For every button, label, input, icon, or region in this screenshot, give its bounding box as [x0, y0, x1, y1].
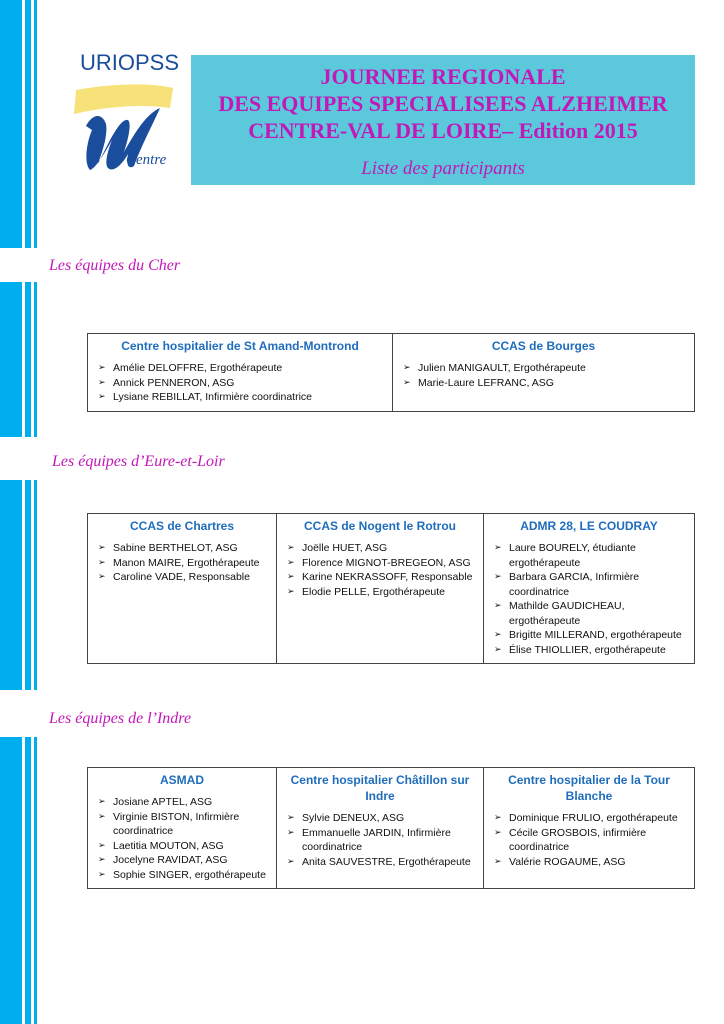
member-list [283, 541, 477, 599]
title-line-1: JOURNEE REGIONALE [320, 64, 566, 89]
team-cell [88, 768, 277, 889]
member-list [490, 541, 688, 657]
list-item: ➢ Annick PENNERON, ASG [98, 376, 386, 391]
list-item: ➢ Joëlle HUET, ASG [287, 541, 477, 556]
member-list [94, 541, 270, 585]
decorative-stripes-eure [0, 480, 40, 690]
uriopss-logo [68, 50, 178, 180]
section-title-cher: Les équipes du Cher [49, 257, 181, 274]
team-name: CCAS de Bourges [491, 339, 596, 353]
list-item: ➢ Marie-Laure LEFRANC, ASG [403, 376, 688, 391]
list-item: ➢ Caroline VADE, Responsable [98, 570, 270, 585]
team-cell [484, 514, 695, 664]
list-item: ➢ Julien MANIGAULT, Ergothérapeute [403, 361, 688, 376]
logo-subtext: Centre [126, 152, 167, 168]
member-list [490, 811, 688, 869]
team-name: Centre hospitalier de la Tour Blanche [508, 773, 670, 803]
list-item: ➢ Barbara GARCIA, Infirmière coordinatrice [494, 570, 688, 599]
team-name: CCAS de Chartres [129, 519, 235, 533]
member-list [94, 795, 270, 882]
list-item: ➢ Jocelyne RAVIDAT, ASG [98, 853, 270, 868]
list-item: ➢ Sylvie DENEUX, ASG [287, 811, 477, 826]
header-banner [191, 55, 695, 185]
list-item: ➢ Anita SAUVESTRE, Ergothérapeute [287, 855, 477, 870]
team-cell [88, 334, 393, 412]
teams-table-indre [87, 767, 695, 889]
logo-text: URIOPSS [80, 50, 180, 75]
list-item: ➢ Sophie SINGER, ergothérapeute [98, 868, 270, 883]
team-cell [277, 768, 484, 889]
list-item: ➢ Élise THIOLLIER, ergothérapeute [494, 643, 688, 658]
teams-table-eure-et-loir [87, 513, 695, 664]
team-name: CCAS de Nogent le Rotrou [304, 519, 456, 533]
decorative-stripes-cher [0, 282, 40, 437]
page-title [191, 63, 695, 144]
list-item: ➢ Laetitia MOUTON, ASG [98, 839, 270, 854]
list-item: ➢ Emmanuelle JARDIN, Infirmière coordinatrice [287, 826, 477, 855]
list-item: ➢ Virginie BISTON, Infirmière coordinatrice [98, 810, 270, 839]
title-line-2: DES EQUIPES SPECIALISEES ALZHEIMER [218, 91, 668, 116]
decorative-stripes-indre [0, 737, 40, 1024]
decorative-stripes-top [0, 0, 40, 248]
section-title-eure-et-loir: Les équipes d’Eure-et-Loir [52, 453, 225, 470]
list-item: ➢ Manon MAIRE, Ergothérapeute [98, 556, 270, 571]
page-subtitle: Liste des participants [361, 158, 525, 179]
list-item: ➢ Cécile GROSBOIS, infirmière coordinatrice [494, 826, 688, 855]
member-list [94, 361, 386, 405]
team-cell [277, 514, 484, 664]
list-item: ➢ Dominique FRULIO, ergothérapeute [494, 811, 688, 826]
list-item: ➢ Sabine BERTHELOT, ASG [98, 541, 270, 556]
list-item: ➢ Mathilde GAUDICHEAU, ergothérapeute [494, 599, 688, 628]
list-item: ➢ Josiane APTEL, ASG [98, 795, 270, 810]
list-item: ➢ Lysiane REBILLAT, Infirmière coordinatrice [98, 390, 386, 405]
team-name: ASMAD [160, 773, 204, 787]
team-name: ADMR 28, LE COUDRAY [520, 519, 658, 533]
team-cell [88, 514, 277, 664]
team-cell [484, 768, 695, 889]
list-item: ➢ Brigitte MILLERAND, ergothérapeute [494, 628, 688, 643]
member-list [399, 361, 688, 390]
list-item: ➢ Elodie PELLE, Ergothérapeute [287, 585, 477, 600]
team-name: Centre hospitalier de St Amand-Montrond [121, 339, 359, 353]
team-cell [393, 334, 695, 412]
section-title-indre: Les équipes de l’Indre [49, 710, 192, 727]
member-list [283, 811, 477, 869]
team-name: Centre hospitalier Châtillon sur Indre [290, 773, 470, 803]
list-item: ➢ Laure BOURELY, étudiante ergothérapeute [494, 541, 688, 570]
teams-table-cher [87, 333, 695, 412]
list-item: ➢ Karine NEKRASSOFF, Responsable [287, 570, 477, 585]
list-item: ➢ Valérie ROGAUME, ASG [494, 855, 688, 870]
list-item: ➢ Florence MIGNOT-BREGEON, ASG [287, 556, 477, 571]
list-item: ➢ Amélie DELOFFRE, Ergothérapeute [98, 361, 386, 376]
title-line-3: CENTRE-VAL DE LOIRE– Edition 2015 [248, 118, 638, 143]
